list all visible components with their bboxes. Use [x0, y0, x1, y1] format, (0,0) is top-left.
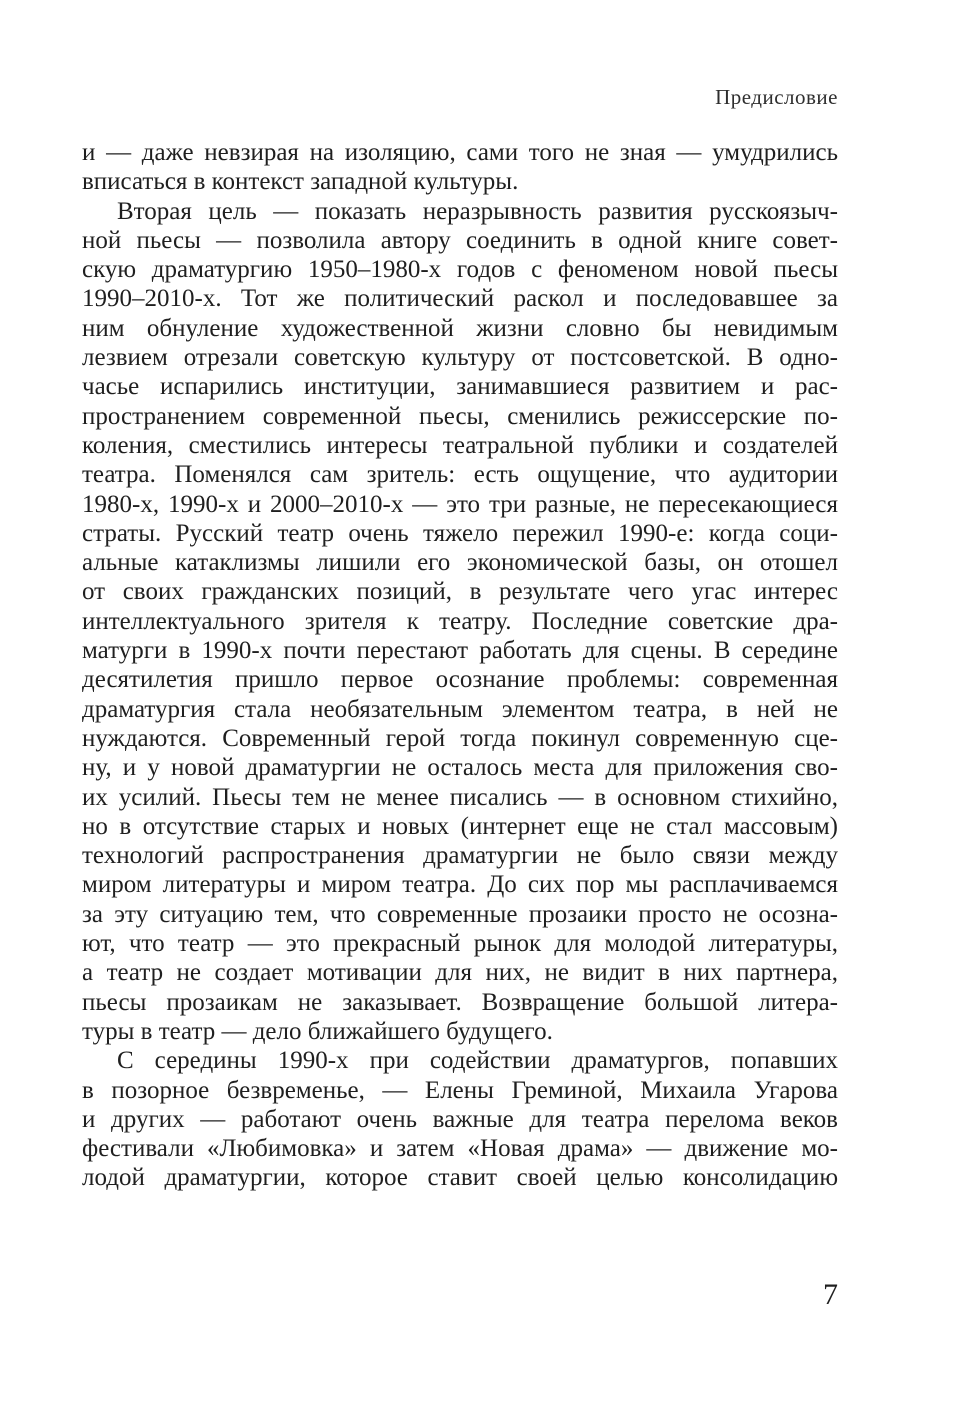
- text-line: нуждаются. Современный герой тогда покинул современную сце-: [82, 724, 838, 752]
- text-line: десятилетия пришло первое осознание проблемы: современная: [82, 666, 838, 694]
- text-line: пространением современной пьесы, сменились режиссерские по-: [82, 402, 838, 430]
- text-line: их усилий. Пьесы тем не менее писались — в основном стихийно,: [82, 783, 838, 811]
- text-line: альные катаклизмы лишили его экономической базы, он отошел: [82, 549, 838, 577]
- text-line: а театр не создает мотивации для них, не видит в них партнера,: [82, 959, 838, 987]
- text-line: страты. Русский театр очень тяжело пережил 1990-е: когда соци-: [82, 519, 838, 547]
- page-body: [82, 138, 838, 1193]
- text-line: в позорное безвременье, — Елены Греминой, Михаила Угарова: [82, 1076, 838, 1104]
- page-number: 7: [823, 1278, 838, 1311]
- text-line: скую драматургию 1950–1980-х годов с феноменом новой пьесы: [82, 256, 838, 284]
- text-line: театра. Поменялся сам зритель: есть ощущение, что аудитории: [82, 461, 838, 489]
- running-header: Предисловие: [715, 85, 838, 109]
- text-line: интеллектуального зрителя к театру. Последние советские дра-: [82, 607, 838, 635]
- text-line: драматургия стала необязательным элементом театра, в ней не: [82, 695, 838, 723]
- text-line: 1990–2010-х. Тот же политический раскол и последовавшее за: [82, 285, 838, 313]
- text-line: от своих гражданских позиций, в результате чего угас интерес: [82, 578, 838, 606]
- text-line: пьесы прозаикам не заказывает. Возвращение большой литера-: [82, 988, 838, 1016]
- text-line: за эту ситуацию тем, что современные прозаики просто не осозна-: [82, 900, 838, 928]
- text-line: туры в театр — дело ближайшего будущего.: [82, 1017, 553, 1045]
- text-line: фестивали «Любимовка» и затем «Новая драма» — движение мо-: [82, 1135, 838, 1163]
- text-line: но в отсутствие старых и новых (интернет еще не стал массовым): [82, 812, 838, 840]
- text-line: и других — работают очень важные для театра перелома веков: [82, 1105, 838, 1133]
- text-line: 1980-х, 1990-х и 2000–2010-х — это три разные, не пересекающиеся: [82, 490, 838, 518]
- text-line: технологий распространения драматургии не было связи между: [82, 842, 838, 870]
- text-line: ним обнуление художественной жизни словно бы невидимым: [82, 314, 838, 342]
- text-line: ну, и у новой драматургии не осталось места для приложения сво-: [82, 754, 838, 782]
- text-line: и — даже невзирая на изоляцию, сами того не зная — умудрились: [82, 139, 838, 166]
- text-line: коления, сместились интересы театральной публики и создателей: [82, 431, 838, 459]
- text-line: матурги в 1990-х почти перестают работать для сцены. В середине: [82, 637, 838, 665]
- text-line: С середины 1990-х при содействии драматургов, попавших: [117, 1047, 838, 1075]
- text-line: ют, что театр — это прекрасный рынок для молодой литературы,: [82, 930, 838, 958]
- text-line: Вторая цель — показать неразрывность развития русскоязыч-: [117, 197, 838, 225]
- text-line: вписаться в контекст западной культуры.: [82, 168, 519, 196]
- text-line: лодой драматургии, которое ставит своей целью консолидацию: [82, 1164, 838, 1192]
- text-line: миром литературы и миром театра. До сих пор мы расплачиваемся: [82, 871, 838, 899]
- text-line: лезвием отрезали советскую культуру от постсоветской. В одно-: [82, 344, 838, 372]
- text-line: часье испарились институции, занимавшиеся развитием и рас-: [82, 373, 838, 401]
- text-line: ной пьесы — позволила автору соединить в одной книге совет-: [82, 226, 838, 254]
